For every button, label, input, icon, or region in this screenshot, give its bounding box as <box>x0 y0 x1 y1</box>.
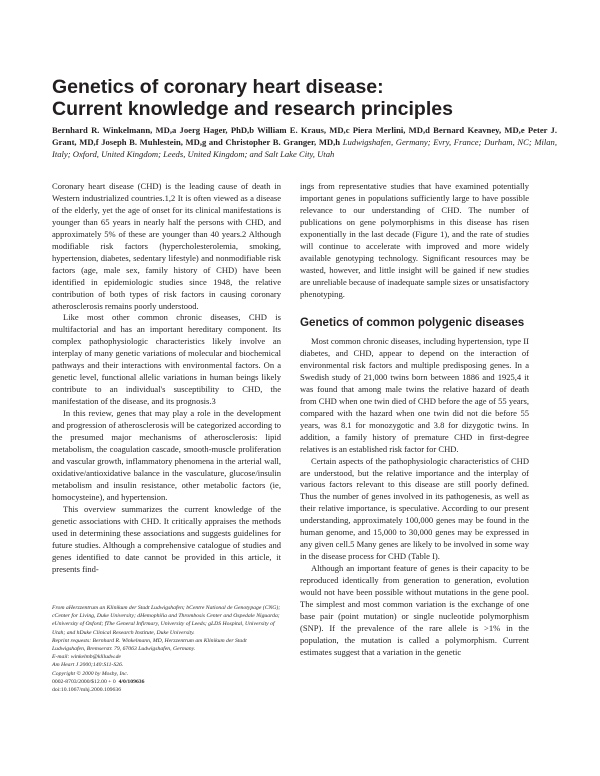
author-affiliations: Ludwigshafen, Germany; Evry, France; Durham, NC; Milan, Italy; Oxford, United Kingdom; Leeds, United Kingdom; and Salt Lake City, Utah <box>52 137 558 159</box>
author-block <box>52 124 557 160</box>
body-paragraph: Although an important feature of genes is their capacity to be reproduced identically from generation to generation, evolution would not have been possible without mutations in the gene pool. The simplest and most common variation is the exchange of one base pair (point mutation) or single nucleotide polymorphism (SNP). If the prevalence of the rare allele is >1% in the population, the mutation is called a polymorphism. Current estimates suggest that a variation in the genetic <box>300 563 529 657</box>
body-paragraph: ings from representative studies that have examined potentially important genes in populations sufficiently large to have possible relevance to our understanding of CHD. The number of publications on gene polymorphisms in this disease has risen exponentially in the last decade (Figure 1), and the rate of studies will continue to accelerate with improved and more widely available genotyping technology. Significant resources may be wasted, however, and little insight will be gained if new studies are unreliable because of inadequate sample sizes or unsatisfactory phenotyping. <box>300 181 529 299</box>
footnote-from-label: From <box>52 605 65 611</box>
body-paragraph: Most common chronic diseases, including hypertension, type II diabetes, and CHD, appear to depend on the interaction of environmental risk factors and multiple predisposing genes. In a Swedish study of 21,000 twins born between 1886 and 1925,4 it was found that among male twins the relative hazard of death from CHD when one twin died of CHD before the age of 55 years, compared with the hazard when one twin did not die before 55 years, was 8.1 for monozygotic and 3.8 for dizygotic twins. In addition, a family history of premature CHD in first-degree relatives is an established risk factor for CHD. <box>300 336 529 454</box>
footnote-email: E-mail: winkelmb@kliludw.de <box>52 654 121 661</box>
body-paragraph: Coronary heart disease (CHD) is the leading cause of death in Western industrialized countries.1,2 It is often viewed as a disease of the elderly, yet the age of onset for its clinical manifestations is younger than 65 years in nearly half the persons with CHD, and approximately 5% of these are younger than 40 years.2 Although modifiable risk factors (hypercholesterolemia, smoking, hypertension, diabetes, sedentary lifestyle) and nonmodifiable risk factors (age, male sex, family history of CHD) have been identified in epidemiologic studies since 1948, the relative contribution of both types of risk factors in causing coronary atherosclerosis remains poorly understood. <box>52 181 281 311</box>
footnote-copyright: Copyright © 2000 by Mosby, Inc. <box>52 670 129 677</box>
right-column <box>300 181 529 659</box>
footnote-issn: 0002-8703/2000/$12.00 + 0 <box>52 678 116 685</box>
body-paragraph: Like most other common chronic diseases, CHD is multifactorial and has an important hereditary component. Its complex pathophysiologic characteristics likely involve an interplay of many genetic variations of molecular and biochemical pathways and their interactions with environmental factors. On a genetic level, functional allelic variations in human beings likely contribute to an individual's susceptibility to CHD, the manifestation of the disease, and its prognosis.3 <box>52 312 281 407</box>
footnote-reprint: Reprint requests: Bernhard R. Winkelmann, MD, Herzzentrum am Klinikum der Stadt Ludwigshafen, Bremserstr. 79, 67063 Ludwigshafen, Germany. <box>52 637 247 653</box>
title-line-2: Current knowledge and research principles <box>52 98 453 120</box>
footnote-code: 4/0/109636 <box>118 678 145 685</box>
title-line-1: Genetics of coronary heart disease: <box>52 76 384 98</box>
footnote-from-text: aHerzzentrum an Klinikum der Stadt Ludwigshafen; bCentre National de Genotypage (CNG); cCenter for Living, Duke University; dHemophilia and Thrombosis Center and Ospedale Niguarda; eUniversity of Oxford; fThe General Infirmary, University of Leeds; gLDS Hospital, University of Utah; and hDuke Clinical Research Institute, Duke University. <box>52 605 281 636</box>
footnote-issn-line <box>52 678 281 686</box>
author-names: Bernhard R. Winkelmann, MD,a Joerg Hager, PhD,b William E. Kraus, MD,c Piera Merlini, MD,d Bernard Keavney, MD,e Peter J. Grant, MD,f Joseph B. Muhlestein, MD,g and Christopher B. Granger, MD,h <box>52 125 557 147</box>
footnote-doi: doi:10.1067/mhj.2000.109636 <box>52 687 122 694</box>
article-footnote <box>52 604 281 694</box>
left-column <box>52 181 281 575</box>
body-paragraph: Certain aspects of the pathophysiologic characteristics of CHD are understood, but the relative importance and the interplay of various factors relevant to this disease are still poorly defined. Thus the number of genes involved in its pathogenesis, as well as their relative importance, is speculative. According to our present understanding, approximately 100,000 genes may be found in the human genome, and 15,000 to 30,000 genes may be expressed in any given cell.5 Many genes are likely to be involved in some way in the disease process for CHD (Table I). <box>300 455 529 562</box>
article-title <box>52 76 552 120</box>
body-paragraph: This overview summarizes the current knowledge of the genetic associations with CHD. It critically appraises the methods used in determining these associations and suggests guidelines for future studies. Although a comprehensive catalogue of studies and genes identified to date cannot be provided in this article, it presents find- <box>52 503 281 574</box>
section-heading: Genetics of common polygenic diseases <box>300 315 525 329</box>
footnote-affiliations <box>52 604 281 637</box>
body-paragraph: In this review, genes that may play a role in the development and progression of atherosclerosis will be categorized according to the presumed major mechanisms of atherosclerosis: lipid metabolism, the coagulation cascade, smooth-muscle proliferation and vascular growth, inflammatory phenomena in the arterial wall, oxidative/antioxidative balance in the vasculature, glucose/insulin metabolism and insulin resistance, other metabolic factors (ie, homocysteine), and hypertension. <box>52 408 281 502</box>
footnote-journal: Am Heart J 2000;140:S11-S26. <box>52 662 124 669</box>
